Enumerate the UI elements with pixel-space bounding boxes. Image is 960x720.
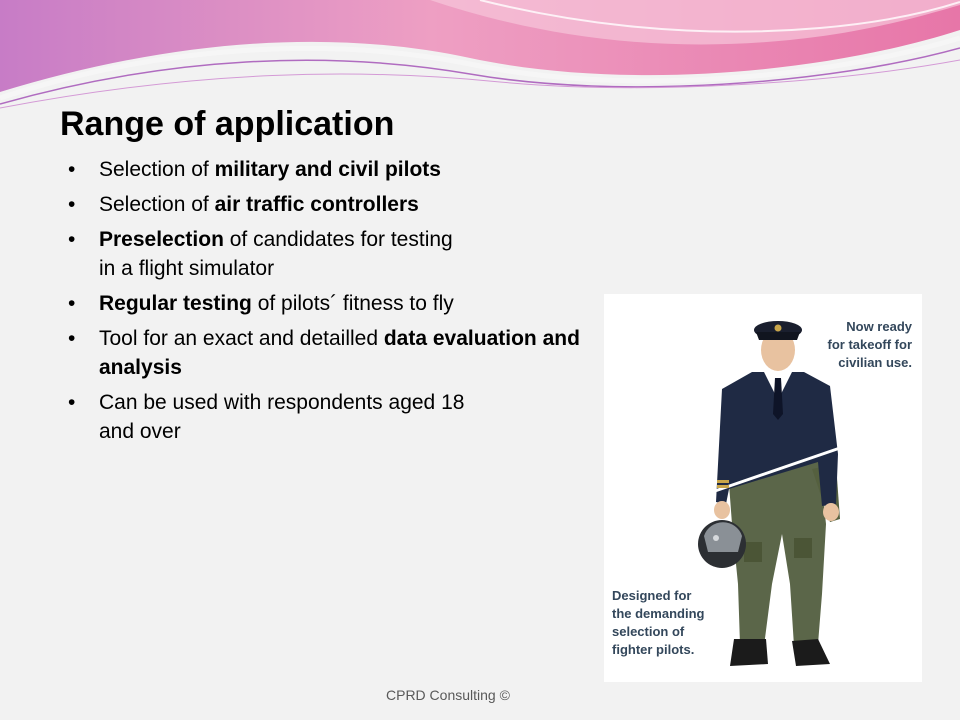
list-item: • Preselection of candidates for testing in a flight simulator [68, 225, 668, 283]
bullet-icon: • [68, 391, 76, 414]
bullet-list [68, 155, 668, 452]
bullet-icon: • [68, 158, 76, 181]
header-wave-decoration [0, 0, 960, 115]
bullet-icon: • [68, 292, 76, 315]
list-item: • Selection of air traffic controllers [68, 190, 668, 219]
list-item: • Tool for an exact and detailled data evaluation and analysis [68, 324, 668, 382]
pilot-photo [604, 294, 922, 682]
bullet-icon: • [68, 327, 76, 350]
caption-fighter: Designed for the demanding selection of fighter pilots. [612, 588, 705, 657]
bullet-icon: • [68, 193, 76, 216]
list-item: • Regular testing of pilots´ fitness to fly [68, 289, 668, 318]
caption-civilian: Now ready for takeoff for civilian use. [827, 319, 912, 370]
bullet-icon: • [68, 228, 76, 251]
footer-copyright: CPRD Consulting © [386, 687, 510, 703]
list-item: • Selection of military and civil pilots [68, 155, 668, 184]
list-item: • Can be used with respondents aged 18 and over [68, 388, 668, 446]
slide-title: Range of application [60, 105, 395, 143]
